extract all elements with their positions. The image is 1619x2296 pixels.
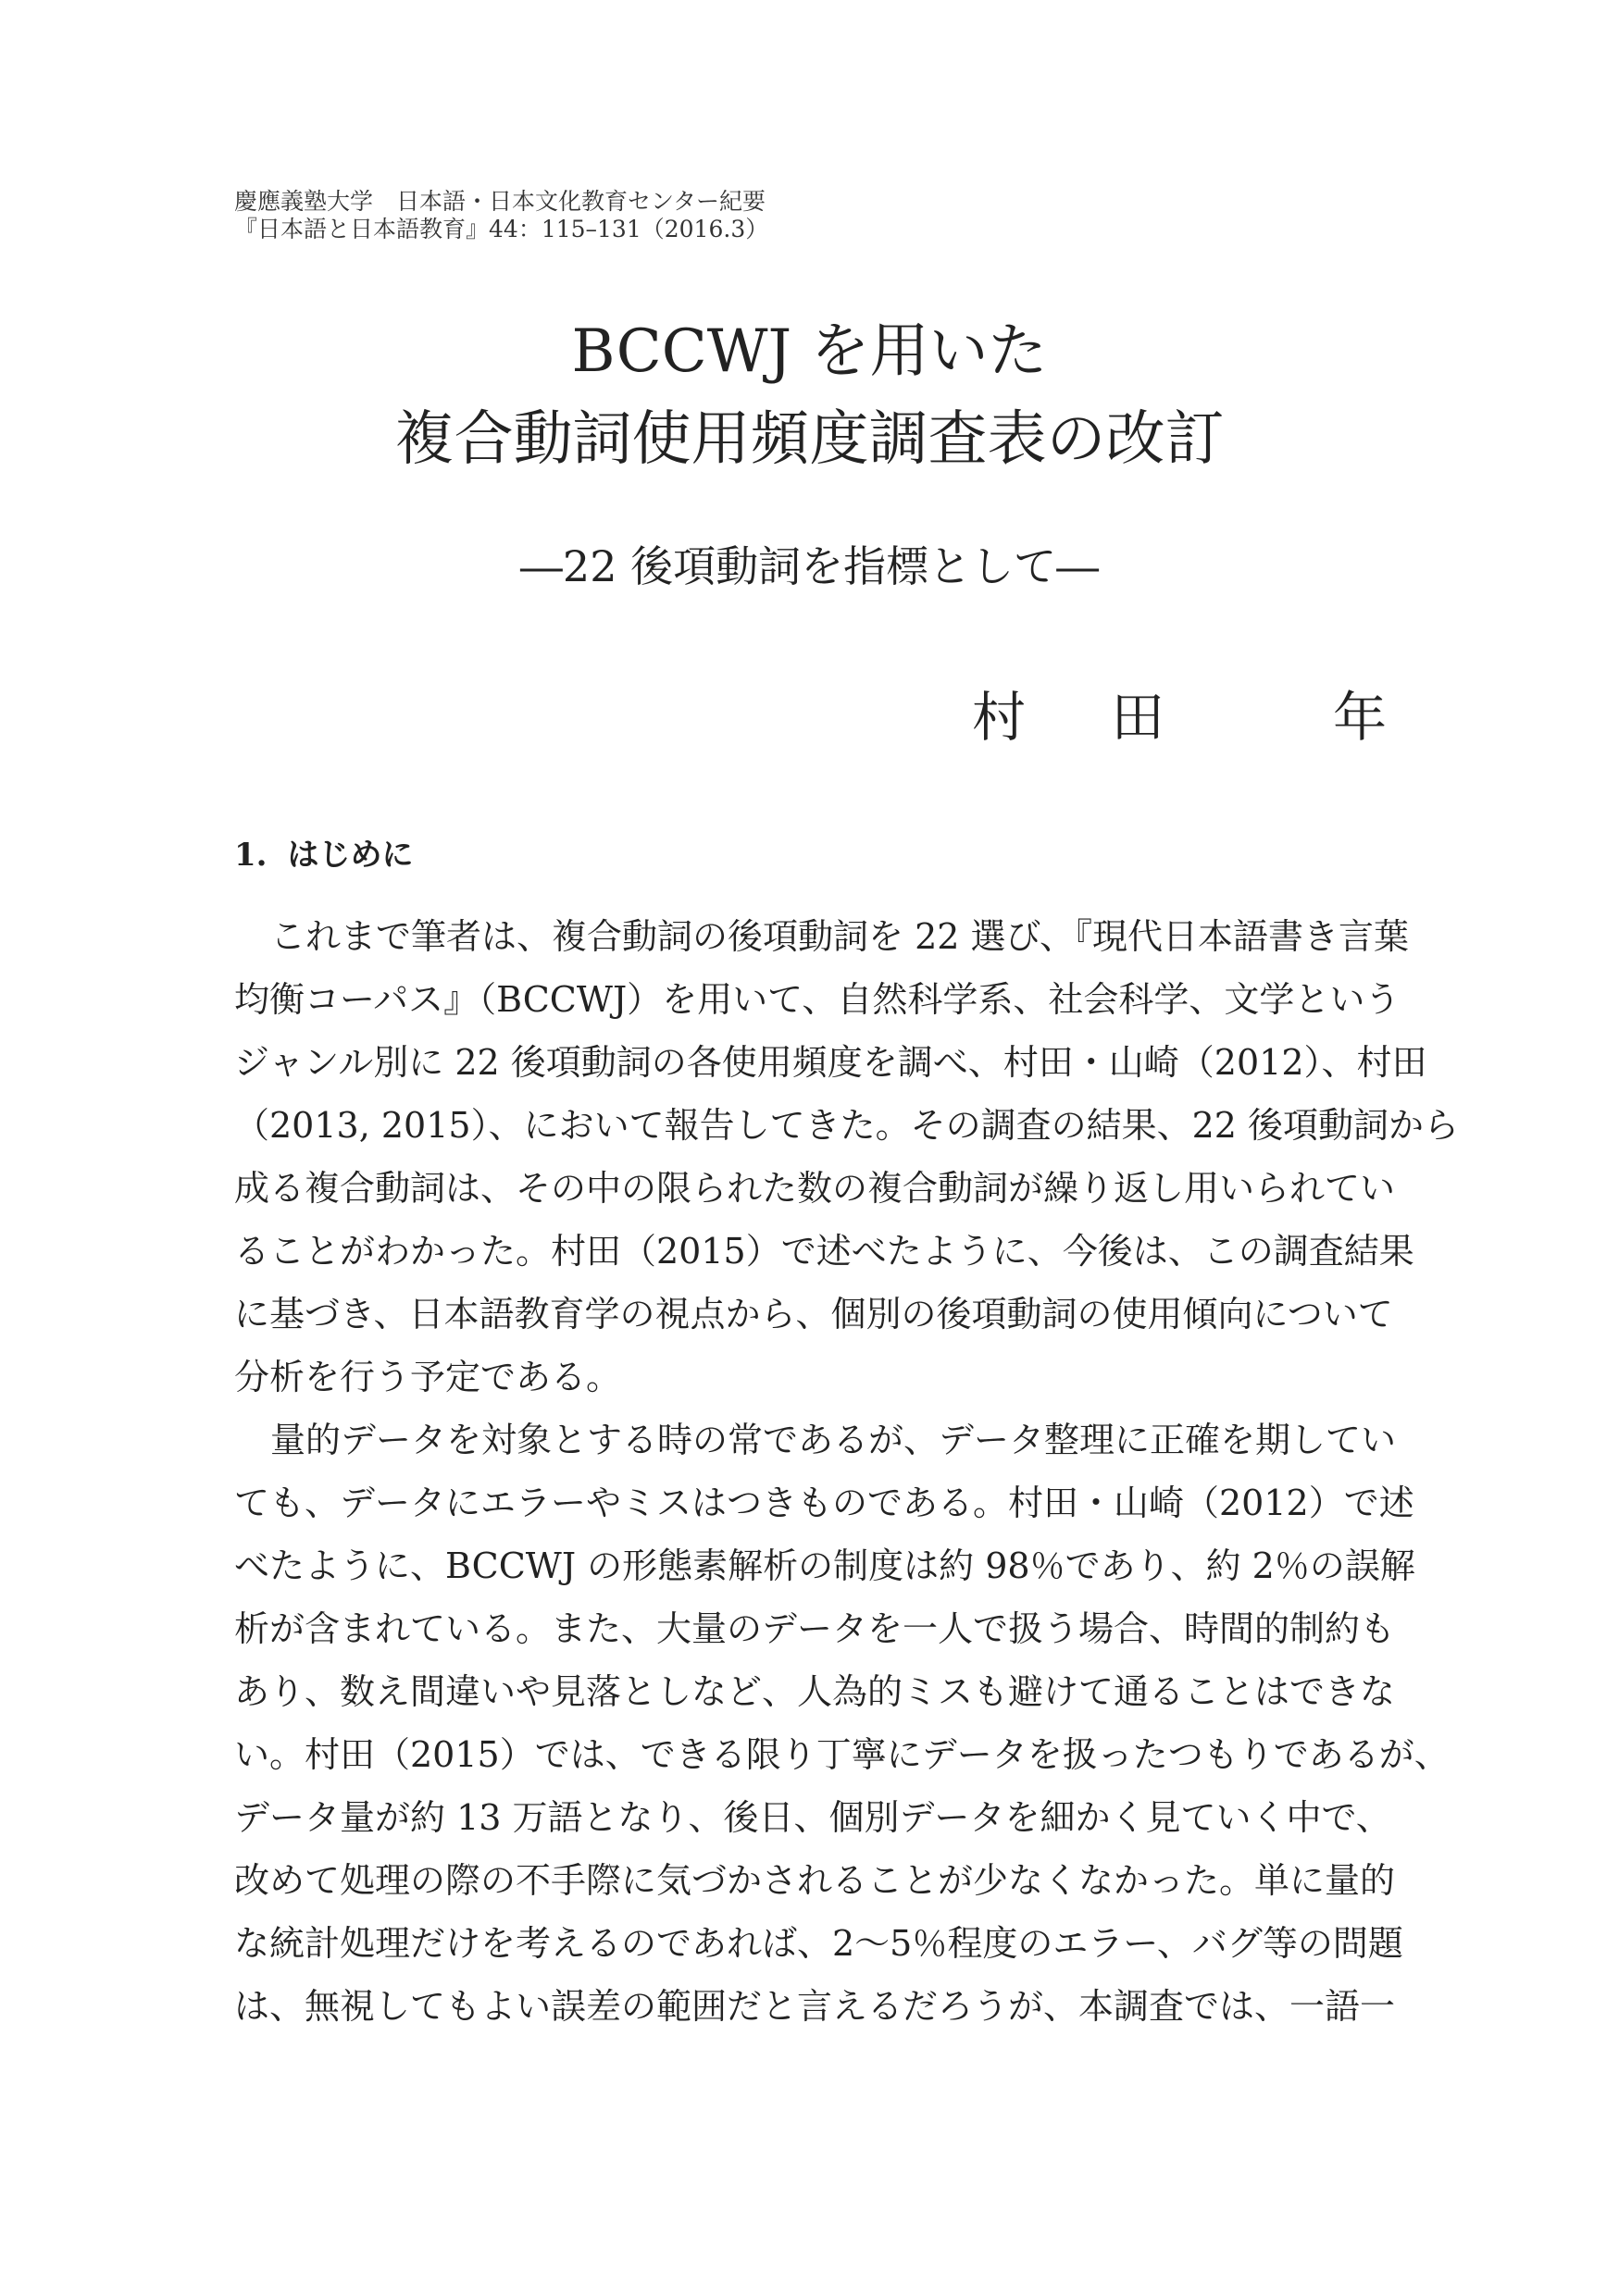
title-line-1: BCCWJ を用いた (571, 317, 1048, 386)
paragraph-1-line: に基づき、日本語教育学の視点から、個別の後項動詞の使用傾向について (234, 1294, 1393, 1334)
paragraph-2-line: な統計処理だけを考えるのであれば、2～5％程度のエラー、バグ等の問題 (234, 1923, 1403, 1964)
title-line-2: 複合動詞使用頻度調査表の改訂 (394, 405, 1225, 474)
paragraph-2-line: データ量が約 13 万語となり、後日、個別データを細かく見ていく中で、 (234, 1797, 1391, 1838)
author-name-char-1: 村 (972, 686, 1027, 749)
section-title: はじめに (287, 837, 414, 874)
paragraph-2-line: べたように、BCCWJ の形態素解析の制度は約 98％であり、約 2％の誤解 (234, 1545, 1415, 1586)
paragraph-1-line: 均衡コーパス』（BCCWJ）を用いて、自然科学系、社会科学、文学という (234, 979, 1401, 1020)
journal-header-line-1: 慶應義塾大学 日本語・日本文化教育センター紀要 (234, 188, 766, 215)
section-number: 1. (234, 837, 268, 874)
paragraph-1-line: ジャンル別に 22 後項動詞の各使用頻度を調べ、村田・山崎（2012）、村田 (234, 1042, 1427, 1083)
paragraph-2-line: い。村田（2015）では、できる限り丁寧にデータを扱ったつもりであるが、 (234, 1734, 1450, 1775)
paragraph-1-line: 分析を行う予定である。 (234, 1357, 622, 1397)
journal-header-line-2: 『日本語と日本語教育』44：115–131（2016.3） (234, 216, 769, 242)
paragraph-1-line: 成る複合動詞は、その中の限られた数の複合動詞が繰り返し用いられてい (234, 1168, 1396, 1209)
paragraph-1-line: これまで筆者は、複合動詞の後項動詞を 22 選び、『現代日本語書き言葉 (270, 916, 1409, 957)
paragraph-2-line: は、無視してもよい誤差の範囲だと言えるだろうが、本調査では、一語一 (234, 1986, 1396, 2027)
paragraph-2-line: 析が含まれている。また、大量のデータを一人で扱う場合、時間的制約も (234, 1608, 1396, 1649)
paragraph-1-line: （2013, 2015）、において報告してきた。その調査の結果、22 後項動詞から (234, 1105, 1460, 1146)
paragraph-2-line: 改めて処理の際の不手際に気づかされることが少なくなかった。単に量的 (234, 1860, 1396, 1901)
paragraph-2-line: ても、データにエラーやミスはつきものである。村田・山崎（2012）で述 (234, 1483, 1414, 1523)
paragraph-2-line: あり、数え間違いや見落としなど、人為的ミスも避けて通ることはできな (234, 1671, 1396, 1712)
paragraph-1-line: ることがわかった。村田（2015）で述べたように、今後は、この調査結果 (234, 1231, 1414, 1272)
author-name-char-3: 年 (1333, 686, 1388, 749)
section-heading (234, 835, 414, 875)
subtitle: ―22 後項動詞を指標として― (519, 541, 1100, 591)
author-name-char-2: 田 (1111, 686, 1165, 749)
paragraph-2-line: 量的データを対象とする時の常であるが、データ整理に正確を期してい (270, 1420, 1397, 1460)
journal-header (234, 188, 768, 243)
